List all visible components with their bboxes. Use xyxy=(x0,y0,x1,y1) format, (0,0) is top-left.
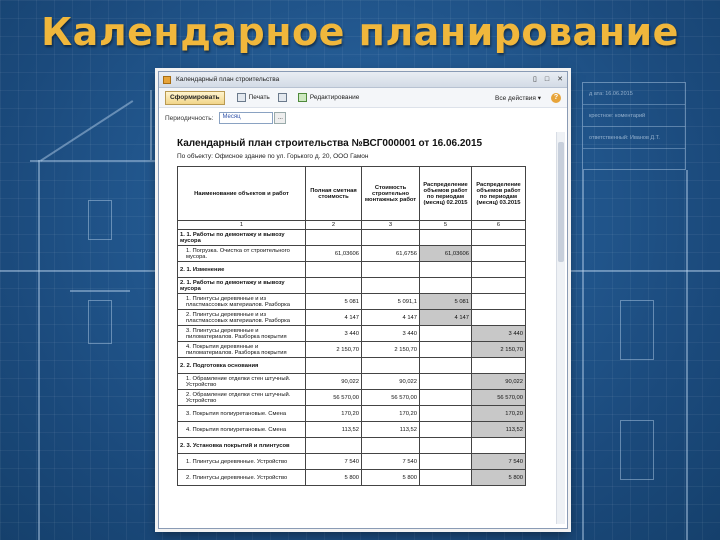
table-row[interactable] xyxy=(178,326,526,342)
row-value-cell xyxy=(420,406,472,422)
row-value-cell xyxy=(420,358,472,374)
scrollbar-thumb[interactable] xyxy=(558,142,564,262)
blueprint-window xyxy=(88,300,112,344)
table-row[interactable] xyxy=(178,374,526,390)
table-row[interactable] xyxy=(178,438,526,454)
period-label: Периодичность: xyxy=(165,114,214,122)
row-value-cell xyxy=(472,278,526,294)
vertical-scrollbar[interactable] xyxy=(556,132,565,524)
column-header: Стоимость строительно монтажных работ xyxy=(362,167,420,221)
period-row xyxy=(159,108,567,128)
row-value-cell xyxy=(420,278,472,294)
blueprint-window xyxy=(88,200,112,240)
row-value-cell: 5 800 xyxy=(306,470,362,486)
row-value-cell xyxy=(420,374,472,390)
row-value-cell xyxy=(306,438,362,454)
table-row[interactable] xyxy=(178,294,526,310)
row-value-cell: 3 440 xyxy=(306,326,362,342)
row-name-cell: 2. 2. Подготовка основания xyxy=(178,358,306,374)
row-value-cell: 56 570,00 xyxy=(362,390,420,406)
toolbar xyxy=(159,88,567,108)
row-name-cell: 1. Погрузка. Очистка от строительного мусора. xyxy=(178,246,306,262)
row-name-cell: 4. Покрытия деревянные и пиломатериалов. Разборка покрытия xyxy=(178,342,306,358)
table-row[interactable] xyxy=(178,342,526,358)
row-name-cell: 2. 3. Установка покрытий и плинтусов xyxy=(178,438,306,454)
row-value-cell xyxy=(420,230,472,246)
table-row[interactable] xyxy=(178,470,526,486)
maximize-icon[interactable]: □ xyxy=(544,76,550,83)
blueprint-window xyxy=(620,300,654,360)
table-row[interactable] xyxy=(178,390,526,406)
row-value-cell: 90,022 xyxy=(362,374,420,390)
row-value-cell: 2 150,70 xyxy=(362,342,420,358)
all-actions-menu[interactable]: Все действия ▾ xyxy=(495,94,541,102)
row-value-cell: 5 800 xyxy=(472,470,526,486)
edit-label: Редактирование xyxy=(309,94,360,101)
row-value-cell: 4 147 xyxy=(420,310,472,326)
row-value-cell xyxy=(362,262,420,278)
row-name-cell: 2. 1. Изменение xyxy=(178,262,306,278)
row-name-cell: 3. Покрытия полиуретановые. Смена xyxy=(178,406,306,422)
document-object: По объекту: Офисное здание по ул. Горького д. 20, ООО Гамон xyxy=(177,153,369,160)
period-input[interactable]: Месяц xyxy=(219,112,273,124)
report-document xyxy=(171,132,551,524)
blueprint-line xyxy=(70,290,130,292)
table-row[interactable] xyxy=(178,246,526,262)
row-value-cell: 5 081 xyxy=(306,294,362,310)
report-window xyxy=(158,71,568,529)
column-number: 1 xyxy=(178,221,306,230)
table-row[interactable] xyxy=(178,454,526,470)
row-value-cell xyxy=(420,390,472,406)
blueprint-side-panel xyxy=(582,82,686,170)
row-value-cell: 56 570,00 xyxy=(472,390,526,406)
row-value-cell: 4 147 xyxy=(306,310,362,326)
row-value-cell xyxy=(472,438,526,454)
blueprint-line xyxy=(568,270,720,272)
table-row[interactable] xyxy=(178,406,526,422)
column-header: Полная сметная стоимость xyxy=(306,167,362,221)
row-name-cell: 1. Плинтусы деревянные и из пластмассовых материалов. Разборка xyxy=(178,294,306,310)
row-value-cell: 170,20 xyxy=(306,406,362,422)
app-icon xyxy=(163,76,171,84)
close-icon[interactable]: ✕ xyxy=(557,76,563,83)
row-value-cell: 113,52 xyxy=(362,422,420,438)
row-value-cell xyxy=(362,278,420,294)
row-value-cell: 90,022 xyxy=(306,374,362,390)
column-header: Распределение объемов работ по периодам (месяц) 03.2015 xyxy=(472,167,526,221)
table-row[interactable] xyxy=(178,278,526,294)
column-number: 6 xyxy=(472,221,526,230)
period-select-button[interactable]: ... xyxy=(274,112,286,124)
row-value-cell: 113,52 xyxy=(306,422,362,438)
help-icon[interactable]: ? xyxy=(551,93,561,103)
row-value-cell xyxy=(420,342,472,358)
side-panel-row: крестное: коментарий xyxy=(583,105,685,127)
row-value-cell: 61,03606 xyxy=(420,246,472,262)
row-value-cell xyxy=(420,470,472,486)
row-value-cell: 2 150,70 xyxy=(306,342,362,358)
row-value-cell: 7 540 xyxy=(472,454,526,470)
row-value-cell: 90,022 xyxy=(472,374,526,390)
row-value-cell: 61,03606 xyxy=(306,246,362,262)
row-value-cell: 61,6756 xyxy=(362,246,420,262)
row-value-cell xyxy=(306,358,362,374)
column-number: 3 xyxy=(362,221,420,230)
edit-button[interactable] xyxy=(294,91,364,105)
column-header: Распределение объемов работ по периодам (месяц) 02.2015 xyxy=(420,167,472,221)
column-number: 5 xyxy=(420,221,472,230)
row-value-cell: 2 150,70 xyxy=(472,342,526,358)
minimize-icon[interactable]: ▯ xyxy=(533,76,537,83)
row-name-cell: 2. Плинтусы деревянные и из пластмассовых материалов. Разборка xyxy=(178,310,306,326)
blueprint-line xyxy=(40,100,133,161)
row-value-cell xyxy=(420,262,472,278)
row-value-cell: 5 800 xyxy=(362,470,420,486)
row-value-cell xyxy=(362,438,420,454)
blueprint-line xyxy=(686,170,688,540)
table-row[interactable] xyxy=(178,262,526,278)
form-button[interactable]: Сформировать xyxy=(165,91,225,105)
row-value-cell: 3 440 xyxy=(472,326,526,342)
row-name-cell: 1. 1. Работы по демонтажу и вывозу мусора xyxy=(178,230,306,246)
row-name-cell: 4. Покрытия полиуретановые. Смена xyxy=(178,422,306,438)
row-value-cell: 5 081 xyxy=(420,294,472,310)
row-value-cell: 170,20 xyxy=(362,406,420,422)
save-icon-button[interactable] xyxy=(274,91,294,105)
row-value-cell: 113,52 xyxy=(472,422,526,438)
slide-title: Календарное планирование xyxy=(41,10,679,54)
blueprint-line xyxy=(38,160,40,540)
row-value-cell xyxy=(420,454,472,470)
row-value-cell xyxy=(472,230,526,246)
row-value-cell xyxy=(472,246,526,262)
row-value-cell xyxy=(306,230,362,246)
row-value-cell xyxy=(420,422,472,438)
side-panel-row: ответственный: Иванов Д.Т. xyxy=(583,127,685,149)
window-titlebar[interactable] xyxy=(159,72,567,88)
plan-table xyxy=(177,166,526,486)
plan-table-body xyxy=(178,230,526,486)
row-value-cell: 3 440 xyxy=(362,326,420,342)
row-value-cell: 5 091,1 xyxy=(362,294,420,310)
row-value-cell xyxy=(362,230,420,246)
row-value-cell: 7 540 xyxy=(306,454,362,470)
blueprint-line xyxy=(150,90,152,160)
row-value-cell: 170,20 xyxy=(472,406,526,422)
row-value-cell xyxy=(420,438,472,454)
blueprint-line xyxy=(0,270,158,272)
row-value-cell xyxy=(362,358,420,374)
edit-icon xyxy=(298,93,307,102)
row-value-cell xyxy=(472,358,526,374)
side-panel-row: д ата: 16.06.2015 xyxy=(583,83,685,105)
table-row[interactable] xyxy=(178,310,526,326)
print-label: Печать xyxy=(248,94,270,101)
blueprint-house-roof xyxy=(40,92,150,93)
blueprint-window xyxy=(620,420,654,480)
column-header: Наименование объектов и работ xyxy=(178,167,306,221)
row-name-cell: 2. Плинтусы деревянные. Устройство xyxy=(178,470,306,486)
row-value-cell: 4 147 xyxy=(362,310,420,326)
row-name-cell: 3. Плинтусы деревянные и пиломатериалов. Разборка покрытия xyxy=(178,326,306,342)
row-value-cell xyxy=(306,262,362,278)
row-value-cell xyxy=(472,294,526,310)
blueprint-line xyxy=(30,160,158,162)
window-title: Календарный план строительства xyxy=(176,76,280,83)
row-value-cell xyxy=(306,278,362,294)
row-name-cell: 2. Обрамление отделки стен штучный. Устройство xyxy=(178,390,306,406)
row-name-cell: 1. Обрамление отделки стен штучный. Устройство xyxy=(178,374,306,390)
row-value-cell xyxy=(472,310,526,326)
row-value-cell xyxy=(420,326,472,342)
disk-icon xyxy=(278,93,287,102)
row-name-cell: 2. 1. Работы по демонтажу и вывозу мусора xyxy=(178,278,306,294)
row-value-cell xyxy=(472,262,526,278)
row-value-cell: 7 540 xyxy=(362,454,420,470)
table-row[interactable] xyxy=(178,422,526,438)
print-icon xyxy=(237,93,246,102)
document-title: Календарный план строительства №ВСГ000001 от 16.06.2015 xyxy=(177,138,483,149)
table-row[interactable] xyxy=(178,358,526,374)
row-value-cell: 56 570,00 xyxy=(306,390,362,406)
column-number: 2 xyxy=(306,221,362,230)
table-row[interactable] xyxy=(178,230,526,246)
print-button[interactable] xyxy=(233,91,274,105)
blueprint-line xyxy=(582,170,584,540)
row-name-cell: 1. Плинтусы деревянные. Устройство xyxy=(178,454,306,470)
